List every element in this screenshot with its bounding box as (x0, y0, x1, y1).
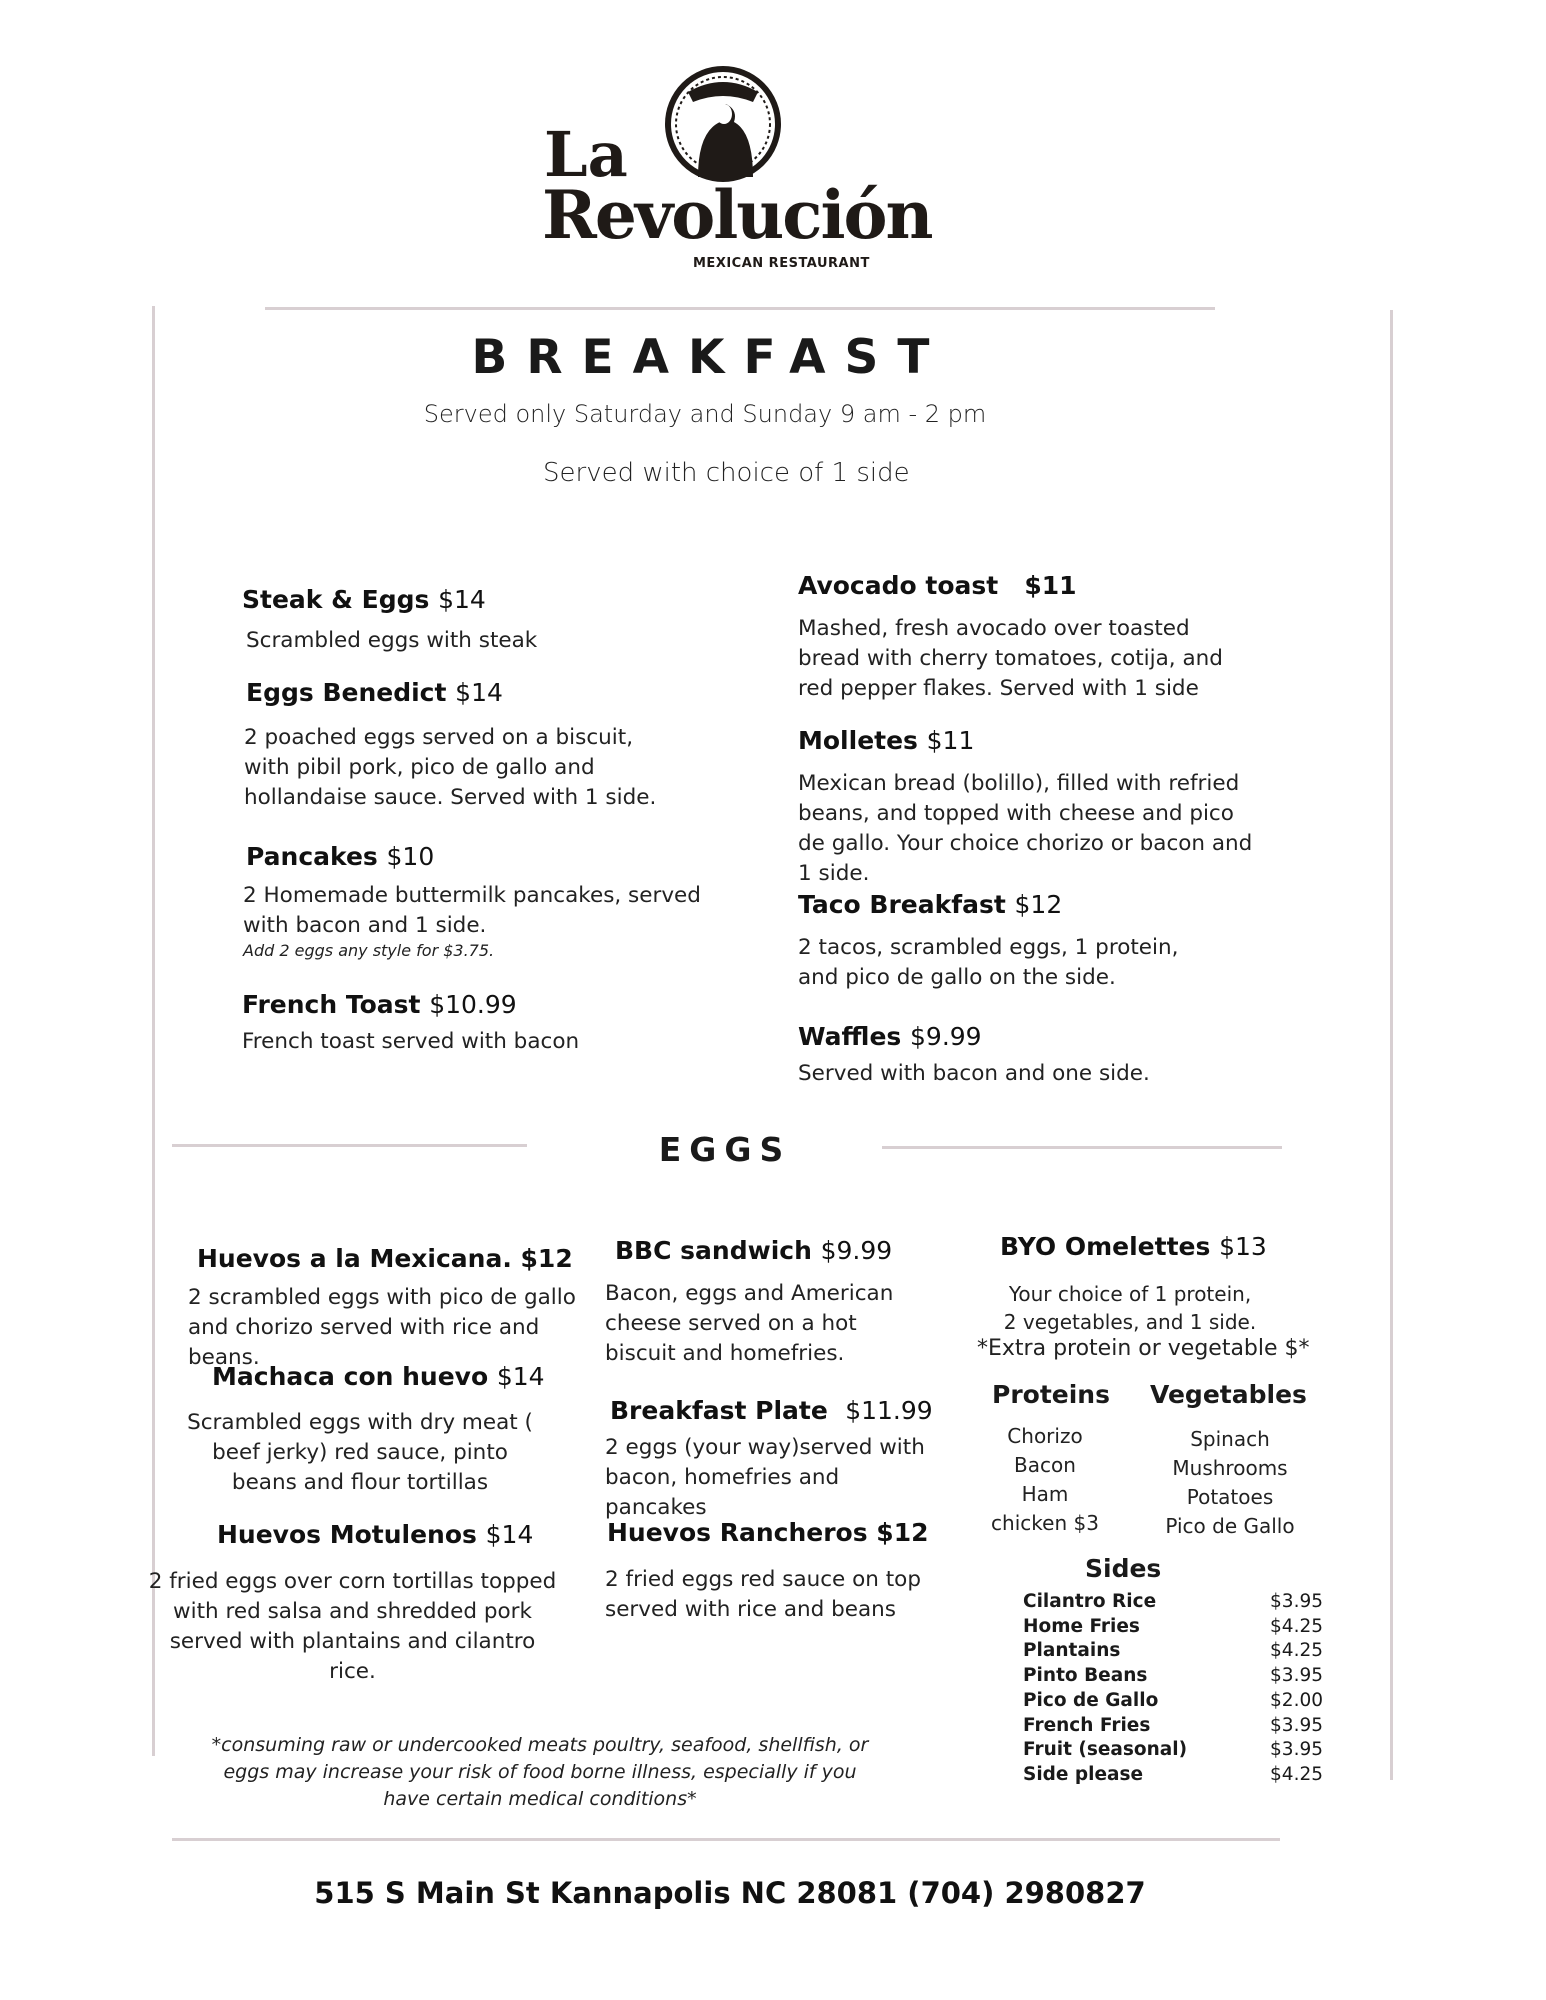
list-item: Home Fries $4.25 (1023, 1615, 1323, 1637)
list-item: Bacon (1014, 1453, 1076, 1477)
item-description: 2 Homemade buttermilk pancakes, served with bacon and 1 side. (243, 883, 701, 938)
list-item: Fruit (seasonal) $3.95 (1023, 1739, 1323, 1761)
list-item: Chorizo (1007, 1424, 1083, 1448)
item-title: Machaca con huevo $14 (212, 1362, 545, 1391)
sides-title: Sides (1085, 1554, 1162, 1583)
logo-line-1: La (544, 118, 628, 191)
menu-item-byo-omelettes (1000, 1232, 1330, 1261)
item-title: Taco Breakfast $12 (798, 890, 1063, 919)
sides-list (1023, 1590, 1323, 1788)
item-title: Waffles $9.99 (798, 1022, 982, 1051)
item-title: Steak & Eggs $14 (242, 585, 486, 614)
list-item: chicken $3 (991, 1511, 1099, 1535)
food-safety-disclaimer: *consuming raw or undercooked meats poultry, seafood, shellfish, or eggs may increase your risk of food borne illness, especially if you have certain medical conditions* (211, 1734, 869, 1810)
motulenos-description: 2 fried eggs over corn tortillas topped with red salsa and shredded pork served with plantains and cilantro rice. (148, 1569, 557, 1684)
menu-item-molletes (798, 726, 1278, 889)
breakfast-title: BREAKFAST (471, 330, 949, 385)
eggs-right-rule (882, 1146, 1282, 1149)
item-title: Huevos Rancheros $12 (607, 1518, 929, 1547)
menu-item-avocado-toast (798, 571, 1278, 704)
eggs-left-rule (172, 1144, 527, 1147)
list-item: Side please $4.25 (1023, 1763, 1323, 1785)
left-border-rule (152, 306, 155, 1756)
menu-item-eggs-benedict (246, 678, 716, 813)
menu-item-huevos-mexicana (150, 1244, 576, 1373)
menu-item-huevos-rancheros (607, 1518, 947, 1625)
menu-item-steak-eggs (242, 585, 722, 656)
item-description: 2 scrambled eggs with pico de gallo and chorizo served with rice and beans. (188, 1285, 576, 1370)
item-description: Bacon, eggs and American cheese served on a hot biscuit and homefries. (605, 1281, 894, 1366)
item-description: 2 tacos, scrambled eggs, 1 protein, and pico de gallo on the side. (798, 935, 1179, 990)
item-title: Pancakes $10 (246, 842, 435, 871)
machaca-description: Scrambled eggs with dry meat ( beef jerky) red sauce, pinto beans and flour tortillas (187, 1410, 533, 1495)
omelette-description: Your choice of 1 protein, 2 vegetables, and 1 side. (1003, 1282, 1257, 1334)
menu-item-taco-breakfast (798, 890, 1278, 993)
list-item: Pinto Beans $3.95 (1023, 1665, 1323, 1687)
item-title: Eggs Benedict $14 (246, 678, 503, 707)
list-item: Plantains $4.25 (1023, 1640, 1323, 1662)
item-title: Breakfast Plate $11.99 (610, 1396, 933, 1425)
top-rule (265, 307, 1215, 310)
proteins-title: Proteins (992, 1380, 1110, 1409)
bottom-rule (172, 1838, 1280, 1841)
menu-item-machaca (212, 1362, 572, 1391)
right-border-rule (1390, 310, 1393, 1780)
item-title: BBC sandwich $9.99 (615, 1236, 893, 1265)
list-item: Potatoes (1186, 1485, 1274, 1509)
item-title: BYO Omelettes $13 (1000, 1232, 1267, 1261)
menu-item-breakfast-plate (605, 1396, 950, 1523)
item-title: Avocado toast $11 (798, 571, 1077, 600)
logo-line-2: Revolución (542, 176, 932, 254)
item-title: Huevos Motulenos $14 (217, 1520, 534, 1549)
menu-item-bbc-sandwich (605, 1236, 945, 1369)
vegetables-title: Vegetables (1150, 1380, 1307, 1409)
breakfast-hours: Served only Saturday and Sunday 9 am - 2 pm (423, 400, 987, 428)
item-description: 2 poached eggs served on a biscuit, with pibil pork, pico de gallo and hollandaise sauce. Served with 1 side. (244, 725, 657, 810)
list-item: Spinach (1190, 1427, 1270, 1451)
list-item: Cilantro Rice $3.95 (1023, 1591, 1323, 1612)
item-description: Served with bacon and one side. (798, 1061, 1150, 1086)
menu-item-pancakes (243, 842, 716, 960)
item-title: Huevos a la Mexicana. $12 (197, 1244, 573, 1273)
item-description: French toast served with bacon (242, 1029, 580, 1054)
list-item: Pico de Gallo (1165, 1514, 1295, 1538)
logo-tagline: MEXICAN RESTAURANT (693, 256, 870, 271)
restaurant-address: 515 S Main St Kannapolis NC 28081 (704) 2980827 (314, 1876, 1146, 1910)
breakfast-side-note: Served with choice of 1 side (543, 458, 910, 488)
menu-item-french-toast (242, 990, 712, 1057)
item-description: Scrambled eggs with steak (246, 628, 538, 653)
menu-item-huevos-motulenos (217, 1520, 577, 1549)
omelette-extra-note: *Extra protein or vegetable $* (977, 1336, 1310, 1361)
item-description: Mexican bread (bolillo), filled with refried beans, and topped with cheese and pico de gallo. Your choice chorizo or bacon and 1 side. (798, 771, 1253, 886)
item-title: Molletes $11 (798, 726, 975, 755)
list-item: French Fries $3.95 (1023, 1714, 1323, 1736)
item-description: 2 eggs (your way)served with bacon, homefries and pancakes (605, 1435, 925, 1520)
item-title: French Toast $10.99 (242, 990, 517, 1019)
proteins-list (975, 1422, 1115, 1538)
list-item: Ham (1021, 1482, 1069, 1506)
item-note: Add 2 eggs any style for $3.75. (243, 941, 495, 960)
list-item: Pico de Gallo $2.00 (1023, 1689, 1323, 1711)
list-item: Mushrooms (1172, 1456, 1288, 1480)
vegetables-list (1150, 1425, 1310, 1541)
menu-item-waffles (798, 1022, 1278, 1089)
item-description: 2 fried eggs red sauce on top served with rice and beans (605, 1567, 921, 1622)
item-description: Mashed, fresh avocado over toasted bread with cherry tomatoes, cotija, and red pepper flakes. Served with 1 side (798, 616, 1223, 701)
eggs-title: EGGS (658, 1130, 792, 1169)
